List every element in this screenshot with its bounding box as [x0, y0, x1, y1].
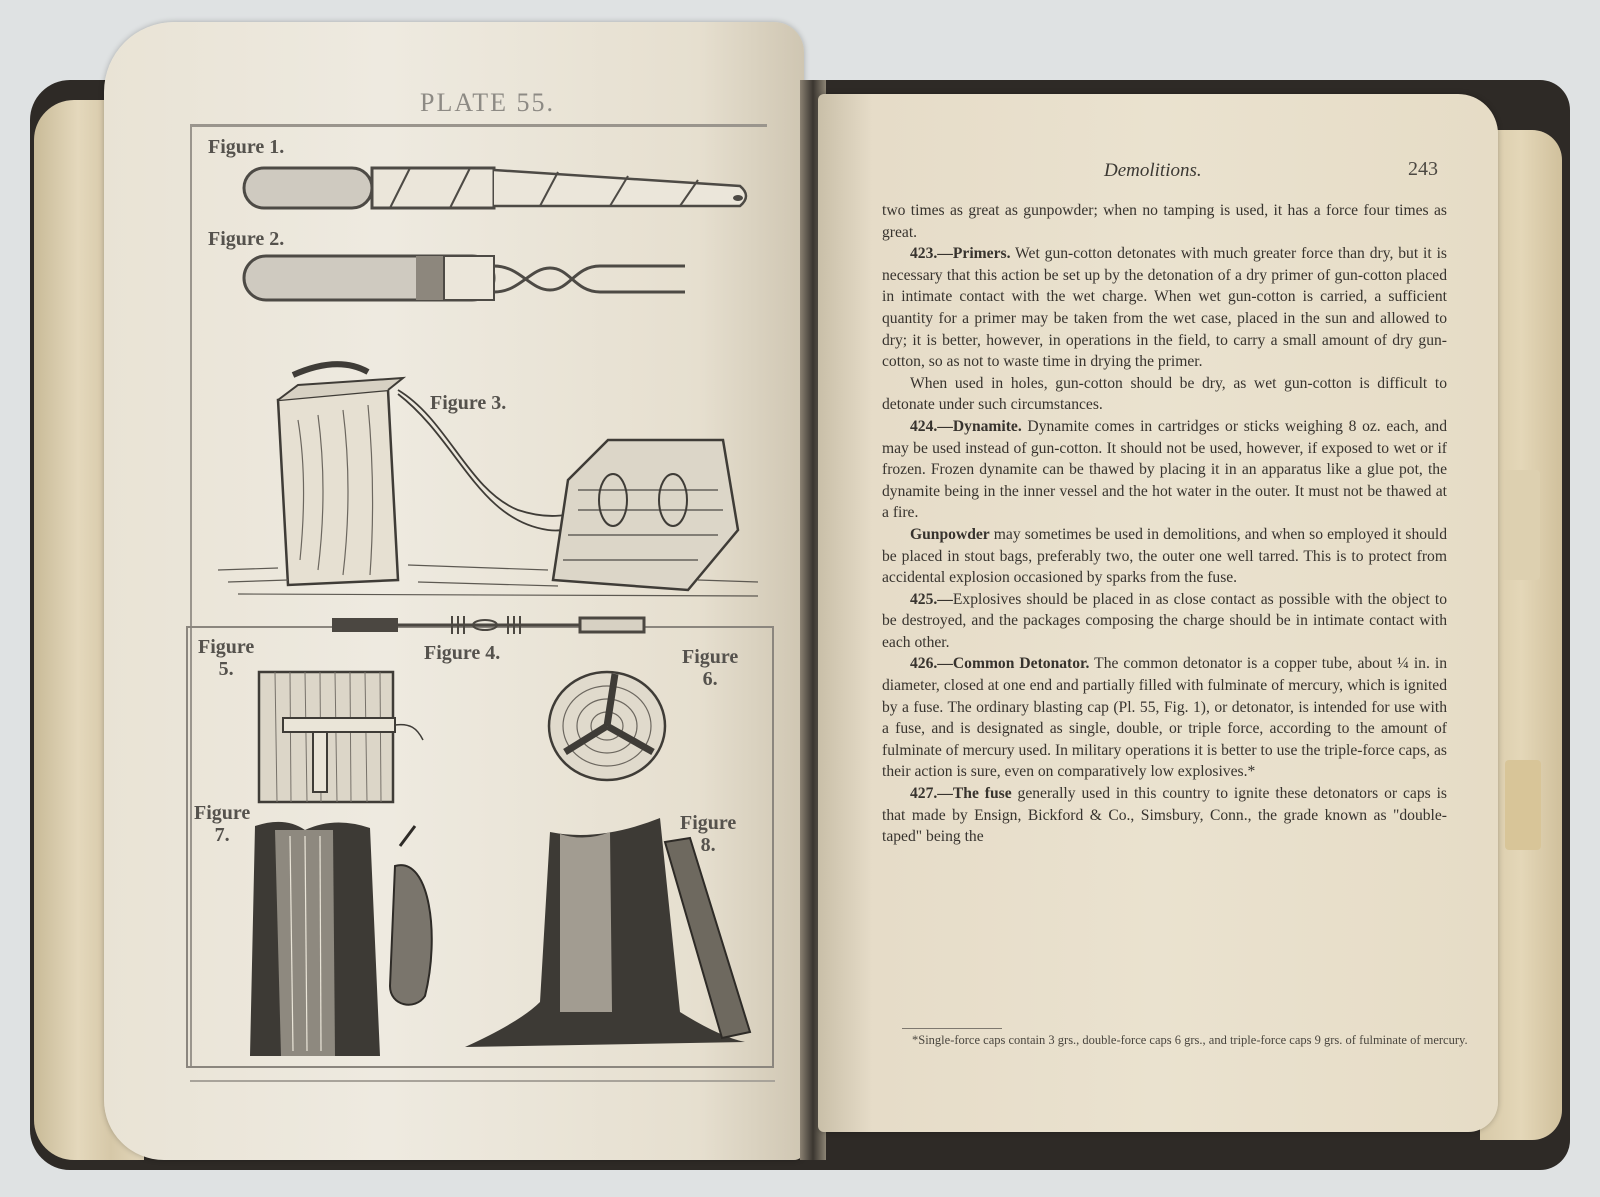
section-body: may sometimes be used in demolitions, and when so employed it should be placed in stout bags, preferably two, the outer one well tarred. This is to protect from accidental explosion occasioned by sparks from the fuse. [882, 525, 1447, 587]
paragraph-423-primers [882, 243, 1447, 373]
figure-5-label-word: Figure [198, 636, 255, 658]
figure-8-label-word: Figure [680, 812, 737, 834]
body-text [882, 200, 1447, 848]
section-heading: Gunpowder [910, 525, 990, 543]
blasting-cap-fuse-illustration [240, 160, 760, 220]
section-heading: Common Detonator. [952, 655, 1090, 673]
paragraph-gun-cotton-holes: When used in holes, gun-cotton should be dry, as wet gun-cotton is difficult to detonate under such circumstances. [882, 374, 1447, 414]
section-number: 427.— [910, 785, 953, 803]
paragraph-continuation: two times as great as gunpowder; when no tamping is used, it has a force four times as great. [882, 202, 1447, 241]
paragraph-427-fuse [882, 783, 1447, 848]
figure-6-label [682, 646, 738, 690]
page-number: 243 [1408, 158, 1438, 180]
footnote: *Single-force caps contain 3 grs., double-force caps 6 grs., and triple-force caps 9 grs. of fulminate of mercury. [912, 1033, 1468, 1047]
tree-trunk-charge-illustration [245, 816, 445, 1066]
page-tab [1505, 760, 1541, 850]
tree-stump-charge-illustration [460, 812, 760, 1052]
timber-charge-illustration [255, 668, 430, 808]
section-body: The common detonator is a copper tube, about ¼ in. in diameter, closed at one end and partially filled with fulminate of mercury, which is ignited by a fuse. The ordinary blasting cap (Pl. 55, Fig. 1), or detonator, is intended for use with a fuse, and is designated as single, double, or triple force, according to the amount of fulminate of mercury used. In military operations it is better to use the triple-force caps, as their action is sure, even on comparatively low explosives.* [882, 655, 1447, 781]
figure-2-label: Figure 2. [208, 228, 285, 250]
footnote-rule [902, 1028, 1002, 1029]
figure-5-label [198, 636, 254, 680]
section-number: 426.— [910, 655, 953, 673]
section-body: Dynamite comes in cartridges or sticks weighing 8 oz. each, and may be used instead of gun-cotton. It should not be used, however, if exposed to wet or if frozen. Frozen dynamite can be thawed by placing it in an apparatus like a glue pot, the dynamite being in the inner vessel and the hot water in the outer. It must not be thawed at a fire. [882, 417, 1447, 522]
figure-7-label-number: 7. [214, 824, 230, 846]
section-number: 424.— [910, 417, 953, 435]
section-body: Explosives should be placed in as close contact as possible with the object to be destroyed, and the packages composing the charge should be in intimate contact with each other. [882, 590, 1447, 651]
figure-1-label: Figure 1. [208, 136, 285, 158]
section-body: Wet gun-cotton detonates with much greater force than dry, but it is necessary that this action be set up by the detonation of a dry primer of gun-cotton placed in intimate contact with the wet charge. When wet gun-cotton is carried, a sufficient quantity for a primer may be taken from the wet case, placed in the sun and allowed to dry; it is better, however, in operations in the field, to carry a small amount of dry gun-cotton, so as not to waste time in drying the primer. [882, 245, 1447, 371]
figure-7-label-word: Figure [194, 802, 251, 824]
section-number: 423.— [910, 245, 953, 263]
section-heading: Dynamite. [952, 417, 1022, 435]
page-tab [1500, 470, 1540, 580]
running-head: Demolitions. [1104, 160, 1202, 181]
figure-6-label-number: 6. [702, 668, 718, 690]
figure-7-label [194, 802, 250, 846]
electric-detonator-illustration [240, 252, 700, 308]
section-body: generally used in this country to ignite these detonators or caps is that made by Ensign, Bickford & Co., Simsbury, Conn., the grade known as "double-taped" being the [882, 785, 1447, 846]
plate-bottom-rule [190, 1080, 775, 1082]
figure-8-label-number: 8. [700, 834, 716, 856]
plate-title: PLATE 55. [420, 88, 555, 117]
section-number: 425.— [910, 590, 953, 608]
paragraph-426-common-detonator [882, 653, 1447, 783]
paragraph-425-explosives [882, 589, 1447, 654]
section-heading: Primers. [952, 245, 1011, 263]
figure-3-label: Figure 3. [430, 392, 507, 414]
paragraph-gunpowder [882, 524, 1447, 589]
log-cross-section-illustration [545, 668, 675, 788]
figure-5-label-number: 5. [218, 658, 234, 680]
section-heading: The fuse [952, 785, 1012, 803]
wire-splice-illustration [330, 614, 650, 638]
figure-4-label: Figure 4. [424, 642, 501, 664]
figure-6-label-word: Figure [682, 646, 739, 668]
charge-and-exploder-illustration [218, 360, 763, 610]
paragraph-424-dynamite [882, 416, 1447, 524]
